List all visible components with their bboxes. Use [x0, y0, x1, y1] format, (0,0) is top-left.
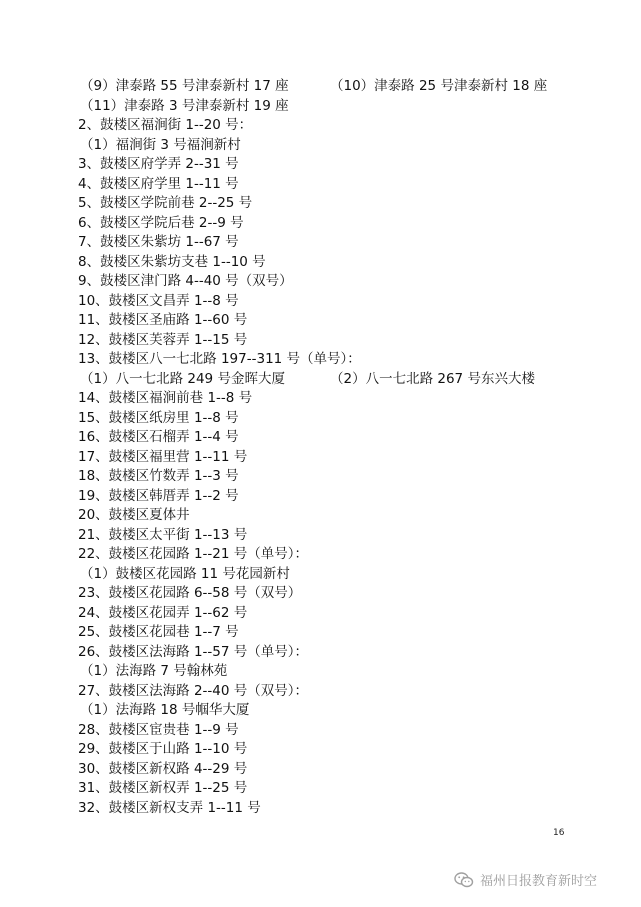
list-item-text: 8、鼓楼区朱紫坊支巷 1--10 号: [78, 253, 266, 270]
list-item-text: 29、鼓楼区于山路 1--10 号: [78, 741, 248, 757]
list-item: [78, 760, 598, 780]
list-item-text: 10、鼓楼区文昌弄 1--8 号: [78, 292, 239, 309]
list-item: [78, 448, 598, 468]
list-item-text: （9）津泰路 55 号津泰新村 17 座: [80, 78, 289, 94]
list-item-text: 11、鼓楼区圣庙路 1--60 号: [78, 312, 248, 328]
list-item-text: 14、鼓楼区福涧前巷 1--8 号: [78, 390, 253, 406]
list-item: [78, 526, 598, 546]
list-item-text: 25、鼓楼区花园巷 1--7 号: [78, 624, 239, 640]
list-item-text: 15、鼓楼区纸房里 1--8 号: [78, 409, 239, 426]
list-item: [78, 409, 598, 429]
list-item-text: 32、鼓楼区新权支弄 1--11 号: [78, 799, 261, 816]
list-item-text: 23、鼓楼区花园路 6--58 号（双号）: [78, 585, 302, 601]
list-item: [78, 701, 598, 721]
list-item-text: 21、鼓楼区太平街 1--13 号: [78, 526, 248, 543]
list-item: [78, 292, 598, 312]
list-item: [78, 175, 598, 195]
list-item: [78, 272, 598, 292]
list-item-text: 27、鼓楼区法海路 2--40 号（双号）：: [78, 682, 309, 699]
list-item-text: 16、鼓楼区石榴弄 1--4 号: [78, 429, 239, 445]
list-item: [78, 779, 598, 799]
list-item: [78, 565, 598, 585]
list-item: [78, 428, 598, 448]
list-item: [78, 194, 598, 214]
list-item: [78, 643, 598, 663]
list-item-text: 2、鼓楼区福涧街 1--20 号：: [78, 117, 253, 133]
list-item-text: （1）法海路 7 号翰林苑: [80, 663, 228, 679]
list-item-text: 24、鼓楼区花园弄 1--62 号: [78, 604, 248, 621]
list-item-text: 31、鼓楼区新权弄 1--25 号: [78, 780, 248, 796]
list-item-text: 12、鼓楼区芙蓉弄 1--15 号: [78, 331, 248, 348]
list-item: [78, 136, 598, 156]
list-item: [78, 97, 598, 117]
list-item-text: 28、鼓楼区宦贵巷 1--9 号: [78, 721, 239, 738]
list-item-text: 18、鼓楼区竹数弄 1--3 号: [78, 468, 239, 484]
list-item-text: 30、鼓楼区新权路 4--29 号: [78, 760, 248, 777]
list-item: [78, 311, 598, 331]
list-item-text: （1）福涧街 3 号福涧新村: [80, 136, 241, 153]
list-item: [78, 331, 598, 351]
list-item-text: 26、鼓楼区法海路 1--57 号（单号）：: [78, 643, 309, 660]
list-item: [78, 604, 598, 624]
list-item: [78, 155, 598, 175]
list-item-text: （1）法海路 18 号帼华大厦: [80, 702, 250, 718]
list-item: [78, 487, 598, 507]
list-item-text: 19、鼓楼区韩厝弄 1--2 号: [78, 487, 239, 504]
list-item: [78, 740, 598, 760]
list-item: [78, 721, 598, 741]
list-item-text-secondary: （10）津泰路 25 号津泰新村 18 座: [330, 78, 548, 94]
list-item: [78, 116, 598, 136]
list-item: [78, 623, 598, 643]
list-item-text-secondary: （2）八一七北路 267 号东兴大楼: [330, 370, 535, 387]
list-item-text: 17、鼓楼区福里营 1--11 号: [78, 448, 248, 465]
list-item: [78, 389, 598, 409]
list-item-text: （1）鼓楼区花园路 11 号花园新村: [80, 565, 290, 582]
wechat-icon: [454, 872, 474, 888]
list-item: [78, 253, 598, 273]
list-item: [78, 233, 598, 253]
list-item: [78, 77, 598, 97]
list-item: [78, 662, 598, 682]
list-item-text: 3、鼓楼区府学弄 2--31 号: [78, 156, 239, 172]
list-item-text: 9、鼓楼区津门路 4--40 号（双号）: [78, 273, 293, 289]
list-item: [78, 214, 598, 234]
list-item: [78, 467, 598, 487]
list-item: [78, 682, 598, 702]
list-item: [78, 370, 598, 390]
list-item: [78, 506, 598, 526]
list-item: [78, 350, 598, 370]
page-number: 16: [553, 828, 565, 838]
list-item-text: 6、鼓楼区学院后巷 2--9 号: [78, 214, 244, 231]
list-item-text: 5、鼓楼区学院前巷 2--25 号: [78, 195, 253, 211]
address-list: [78, 77, 598, 818]
list-item-text: 13、鼓楼区八一七北路 197--311 号（单号）：: [78, 351, 361, 367]
list-item: [78, 799, 598, 819]
list-item-text: 7、鼓楼区朱紫坊 1--67 号: [78, 234, 239, 250]
list-item-text: 22、鼓楼区花园路 1--21 号（单号）：: [78, 546, 309, 562]
list-item-text: （11）津泰路 3 号津泰新村 19 座: [80, 97, 289, 114]
list-item: [78, 584, 598, 604]
watermark-text: 福州日报教育新时空: [480, 874, 598, 889]
list-item-text: 20、鼓楼区夏体井: [78, 507, 190, 523]
list-item: [78, 545, 598, 565]
list-item-text: 4、鼓楼区府学里 1--11 号: [78, 175, 239, 192]
watermark: [454, 870, 597, 889]
list-item-text: （1）八一七北路 249 号金晖大厦: [80, 370, 285, 387]
